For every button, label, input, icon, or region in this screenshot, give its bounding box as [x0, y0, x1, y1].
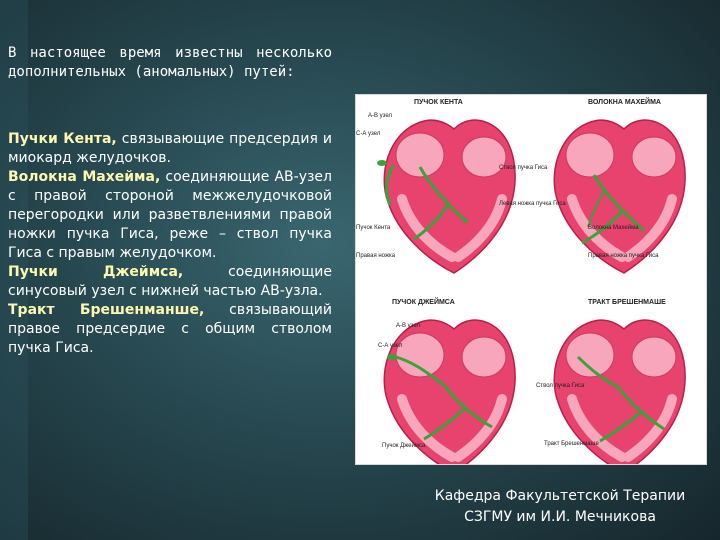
- panel-james-title: ПУЧОК ДЖЕЙМСА: [392, 299, 455, 306]
- pathways-description: [8, 130, 332, 358]
- kent-right-branch-label: Правая ножка: [356, 253, 396, 259]
- university-name: СЗГМУ им И.И. Мечникова: [464, 509, 656, 525]
- desc-james: соединяющие синусовый узел с нижней частью АВ-узла.: [8, 264, 332, 299]
- term-james: Пучки Джеймса,: [8, 264, 184, 280]
- kent-av-label: А-В узел: [368, 113, 392, 119]
- mahaim-fibers-label: Волокна Махейма: [588, 225, 639, 231]
- desc-mahaim: соединяющие АВ-узел с правой стороной межжелудочковой перегородки или разветвлениями правой ножки пучка Гиса, реже – ствол пучка Гиса с правым желудочком.: [8, 169, 332, 261]
- panel-brechenmacher-title: ТРАКТ БРЕШЕНМАШЕ: [588, 299, 666, 306]
- intro-paragraph: В настоящее время известны несколько дополнительных (аномальных) путей:: [8, 45, 332, 80]
- brechenmacher-tract-label: Тракт Брешенмаше: [544, 441, 599, 447]
- mahaim-right-branch-label: Правая ножка пучка Гиса: [588, 253, 659, 259]
- james-sa-label: С-А узел: [378, 343, 403, 349]
- james-av-label: А-В узел: [396, 323, 420, 329]
- kent-sa-label: С-А узел: [356, 131, 381, 137]
- term-brechenmacher: Тракт Брешенманше,: [8, 302, 205, 318]
- term-kent: Пучки Кента,: [8, 131, 117, 147]
- accessory-pathways-figure: [355, 94, 707, 465]
- brechenmacher-his-label: Ствол пучка Гиса: [536, 383, 585, 389]
- department-name: Кафедра Факультетской Терапии: [434, 488, 686, 504]
- mahaim-his-label: Ствол пучка Гиса: [499, 165, 548, 171]
- panel-mahaim-title: ВОЛОКНА МАХЕЙМА: [588, 99, 661, 106]
- desc-kent: связывающие предсердия и миокард желудочков.: [8, 131, 333, 166]
- mahaim-left-branch-label: Левая ножка пучка Гиса: [499, 201, 566, 207]
- kent-bundle-label: Пучок Кента: [356, 225, 391, 231]
- footer: [400, 486, 720, 528]
- james-bundle-label: Пучок Джеймса: [382, 443, 426, 449]
- kent-heart-icon: [384, 120, 515, 273]
- panel-kent-title: ПУЧОК КЕНТА: [414, 99, 463, 106]
- mahaim-heart-icon: [554, 120, 685, 273]
- term-mahaim: Волокна Махейма,: [8, 169, 161, 185]
- desc-brechenmacher: связывающий правое предсердие с общим стволом пучка Гиса.: [8, 302, 332, 356]
